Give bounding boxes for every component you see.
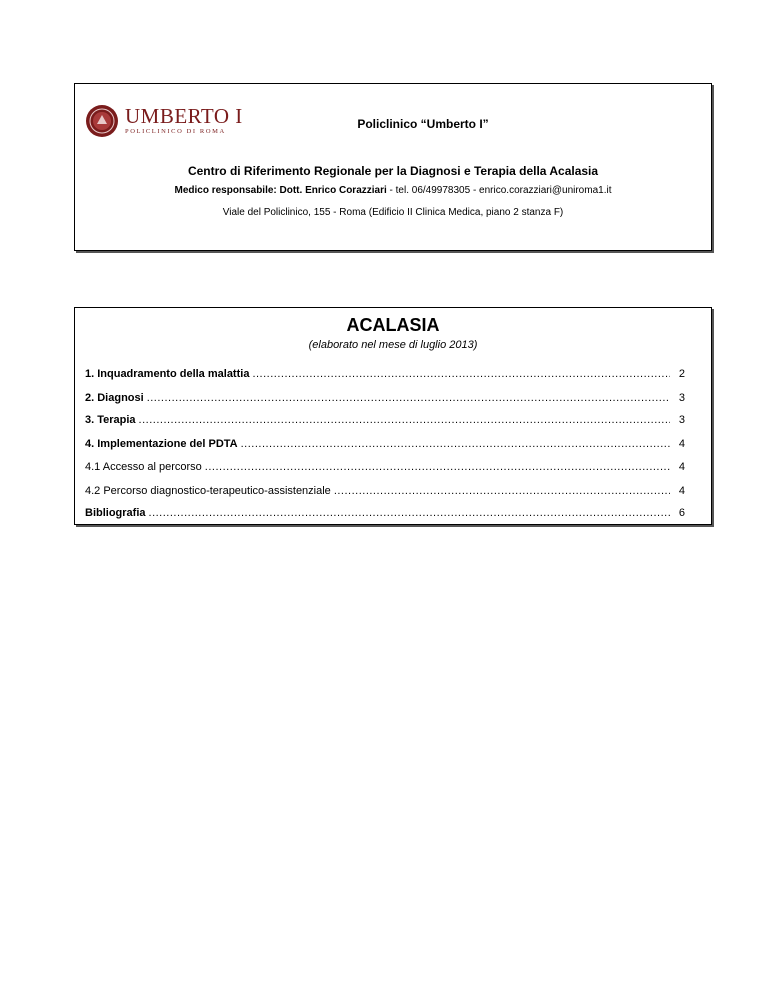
toc-leader-dots (334, 485, 670, 497)
toc-entry-label: 1. Inquadramento della malattia (85, 368, 250, 380)
toc-entry[interactable] (85, 414, 685, 430)
toc-entry[interactable] (85, 392, 685, 408)
toc-leader-dots (205, 461, 670, 473)
address: Viale del Policlinico, 155 - Roma (Edificio II Clinica Medica, piano 2 stanza F) (222, 207, 564, 218)
responsabile-contact: - tel. 06/49978305 - enrico.corazziari@uniroma1.it (386, 185, 612, 196)
toc-entry-page: 3 (678, 414, 685, 426)
toc-leader-dots (147, 392, 670, 404)
toc-leader-dots (139, 414, 670, 426)
toc-leader-dots (149, 507, 670, 519)
toc-leader-dots (252, 368, 670, 380)
toc-leader-dots (241, 438, 670, 450)
responsabile-label: Medico responsabile: Dott. Enrico Corazziari (174, 185, 387, 196)
toc-entry[interactable] (85, 507, 685, 523)
centro-title: Centro di Riferimento Regionale per la Diagnosi e Terapia della Acalasia (187, 164, 599, 178)
toc-entry-page: 4 (678, 485, 685, 497)
toc-entry-page: 3 (678, 392, 685, 404)
toc-box (74, 307, 712, 525)
toc-entry-page: 4 (678, 461, 685, 473)
toc-entry-label: 3. Terapia (85, 414, 136, 426)
toc-entry-page: 6 (678, 507, 685, 519)
document-subtitle: (elaborato nel mese di luglio 2013) (308, 339, 478, 351)
toc-entry[interactable] (85, 461, 685, 477)
toc-entry[interactable] (85, 485, 685, 501)
logo-sub-text: POLICLINICO DI ROMA (125, 128, 226, 136)
toc-entry-label: 2. Diagnosi (85, 392, 144, 404)
toc-entry-label: 4.1 Accesso al percorso (85, 461, 202, 473)
toc-entry-page: 2 (678, 368, 685, 380)
toc-entry-label: 4. Implementazione del PDTA (85, 438, 238, 450)
responsabile-line (75, 185, 711, 196)
hospital-name: Policlinico “Umberto I” (357, 117, 489, 131)
header-box (74, 83, 712, 251)
toc-entry[interactable] (85, 438, 685, 454)
toc-entry-page: 4 (678, 438, 685, 450)
logo-main-text: UMBERTO I (125, 104, 243, 129)
toc-entry-label: Bibliografia (85, 507, 146, 519)
document-title: ACALASIA (346, 315, 440, 335)
toc-entry[interactable] (85, 368, 685, 384)
toc-entry-label: 4.2 Percorso diagnostico-terapeutico-assistenziale (85, 485, 331, 497)
